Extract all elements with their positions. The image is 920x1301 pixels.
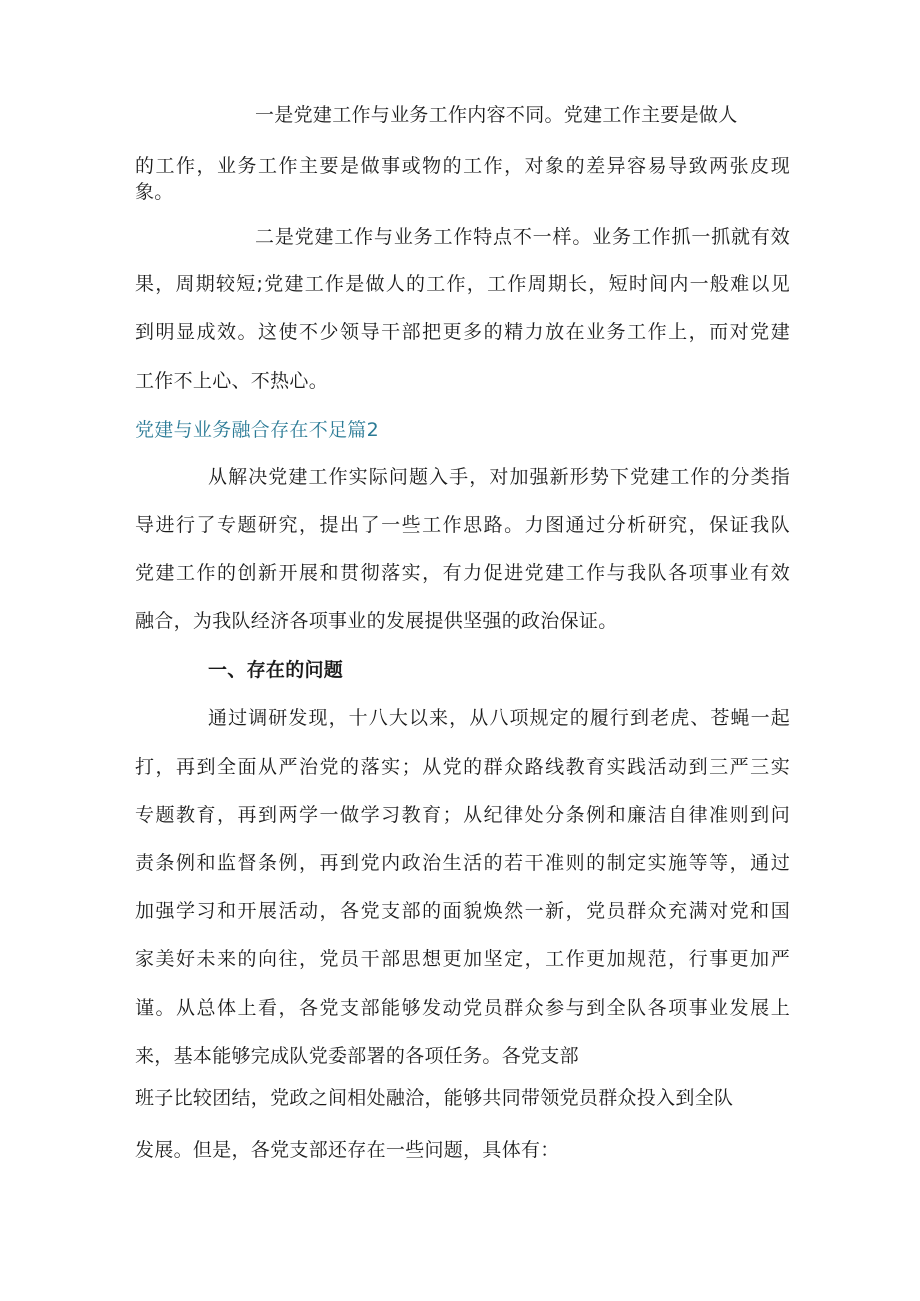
paragraph-1-line-1: 一是党建工作与业务工作内容不同。党建工作主要是做人 [255,104,738,126]
body-line-1: 通过调研发现，十八大以来，从八项规定的履行到老虎、苍蝇一起 [208,707,790,729]
section-heading: 一、存在的问题 [208,659,344,681]
body-line-2: 打，再到全面从严治党的落实；从党的群众路线教育实践活动到三严三实 [135,756,790,778]
intro-line-3: 党建工作的创新开展和贯彻落实，有力促进党建工作与我队各项事业有效 [135,562,790,584]
paragraph-2-line-3: 到明显成效。这使不少领导干部把更多的精力放在业务工作上，而对党建 [135,321,790,343]
body-line-9: 班子比较团结，党政之间相处融洽，能够共同带领党员群众投入到全队 [135,1087,734,1109]
paragraph-2-line-2: 果，周期较短;党建工作是做人的工作，工作周期长，短时间内一般难以见 [135,273,790,295]
intro-line-2: 导进行了专题研究，提出了一些工作思路。力图通过分析研究，保证我队 [135,514,790,536]
body-line-10: 发展。但是，各党支部还存在一些问题，具体有： [135,1139,560,1161]
paragraph-1-line-2: 的工作，业务工作主要是做事或物的工作，对象的差异容易导致两张皮现 [135,155,790,177]
body-line-6: 家美好未来的向往，党员干部思想更加坚定，工作更加规范，行事更加严 [135,948,790,970]
body-line-7: 谨。从总体上看，各党支部能够发动党员群众参与到全队各项事业发展上 [135,997,790,1019]
paragraph-1-line-3: 象。 [135,181,174,203]
body-line-5: 加强学习和开展活动，各党支部的面貌焕然一新，党员群众充满对党和国 [135,900,790,922]
intro-line-1: 从解决党建工作实际问题入手，对加强新形势下党建工作的分类指 [208,466,790,488]
body-line-3: 专题教育，再到两学一做学习教育；从纪律处分条例和廉洁自律准则到问 [135,804,790,826]
paragraph-2-line-1: 二是党建工作与业务工作特点不一样。业务工作抓一抓就有效 [255,226,790,248]
paragraph-2-line-4: 工作不上心、不热心。 [135,370,329,392]
body-line-4: 责条例和监督条例，再到党内政治生活的若干准则的制定实施等等，通过 [135,852,790,874]
body-line-8: 来，基本能够完成队党委部署的各项任务。各党支部 [135,1045,579,1067]
article-title[interactable]: 党建与业务融合存在不足篇2 [135,419,379,441]
intro-line-4: 融合，为我队经济各项事业的发展提供坚强的政治保证。 [135,610,618,632]
